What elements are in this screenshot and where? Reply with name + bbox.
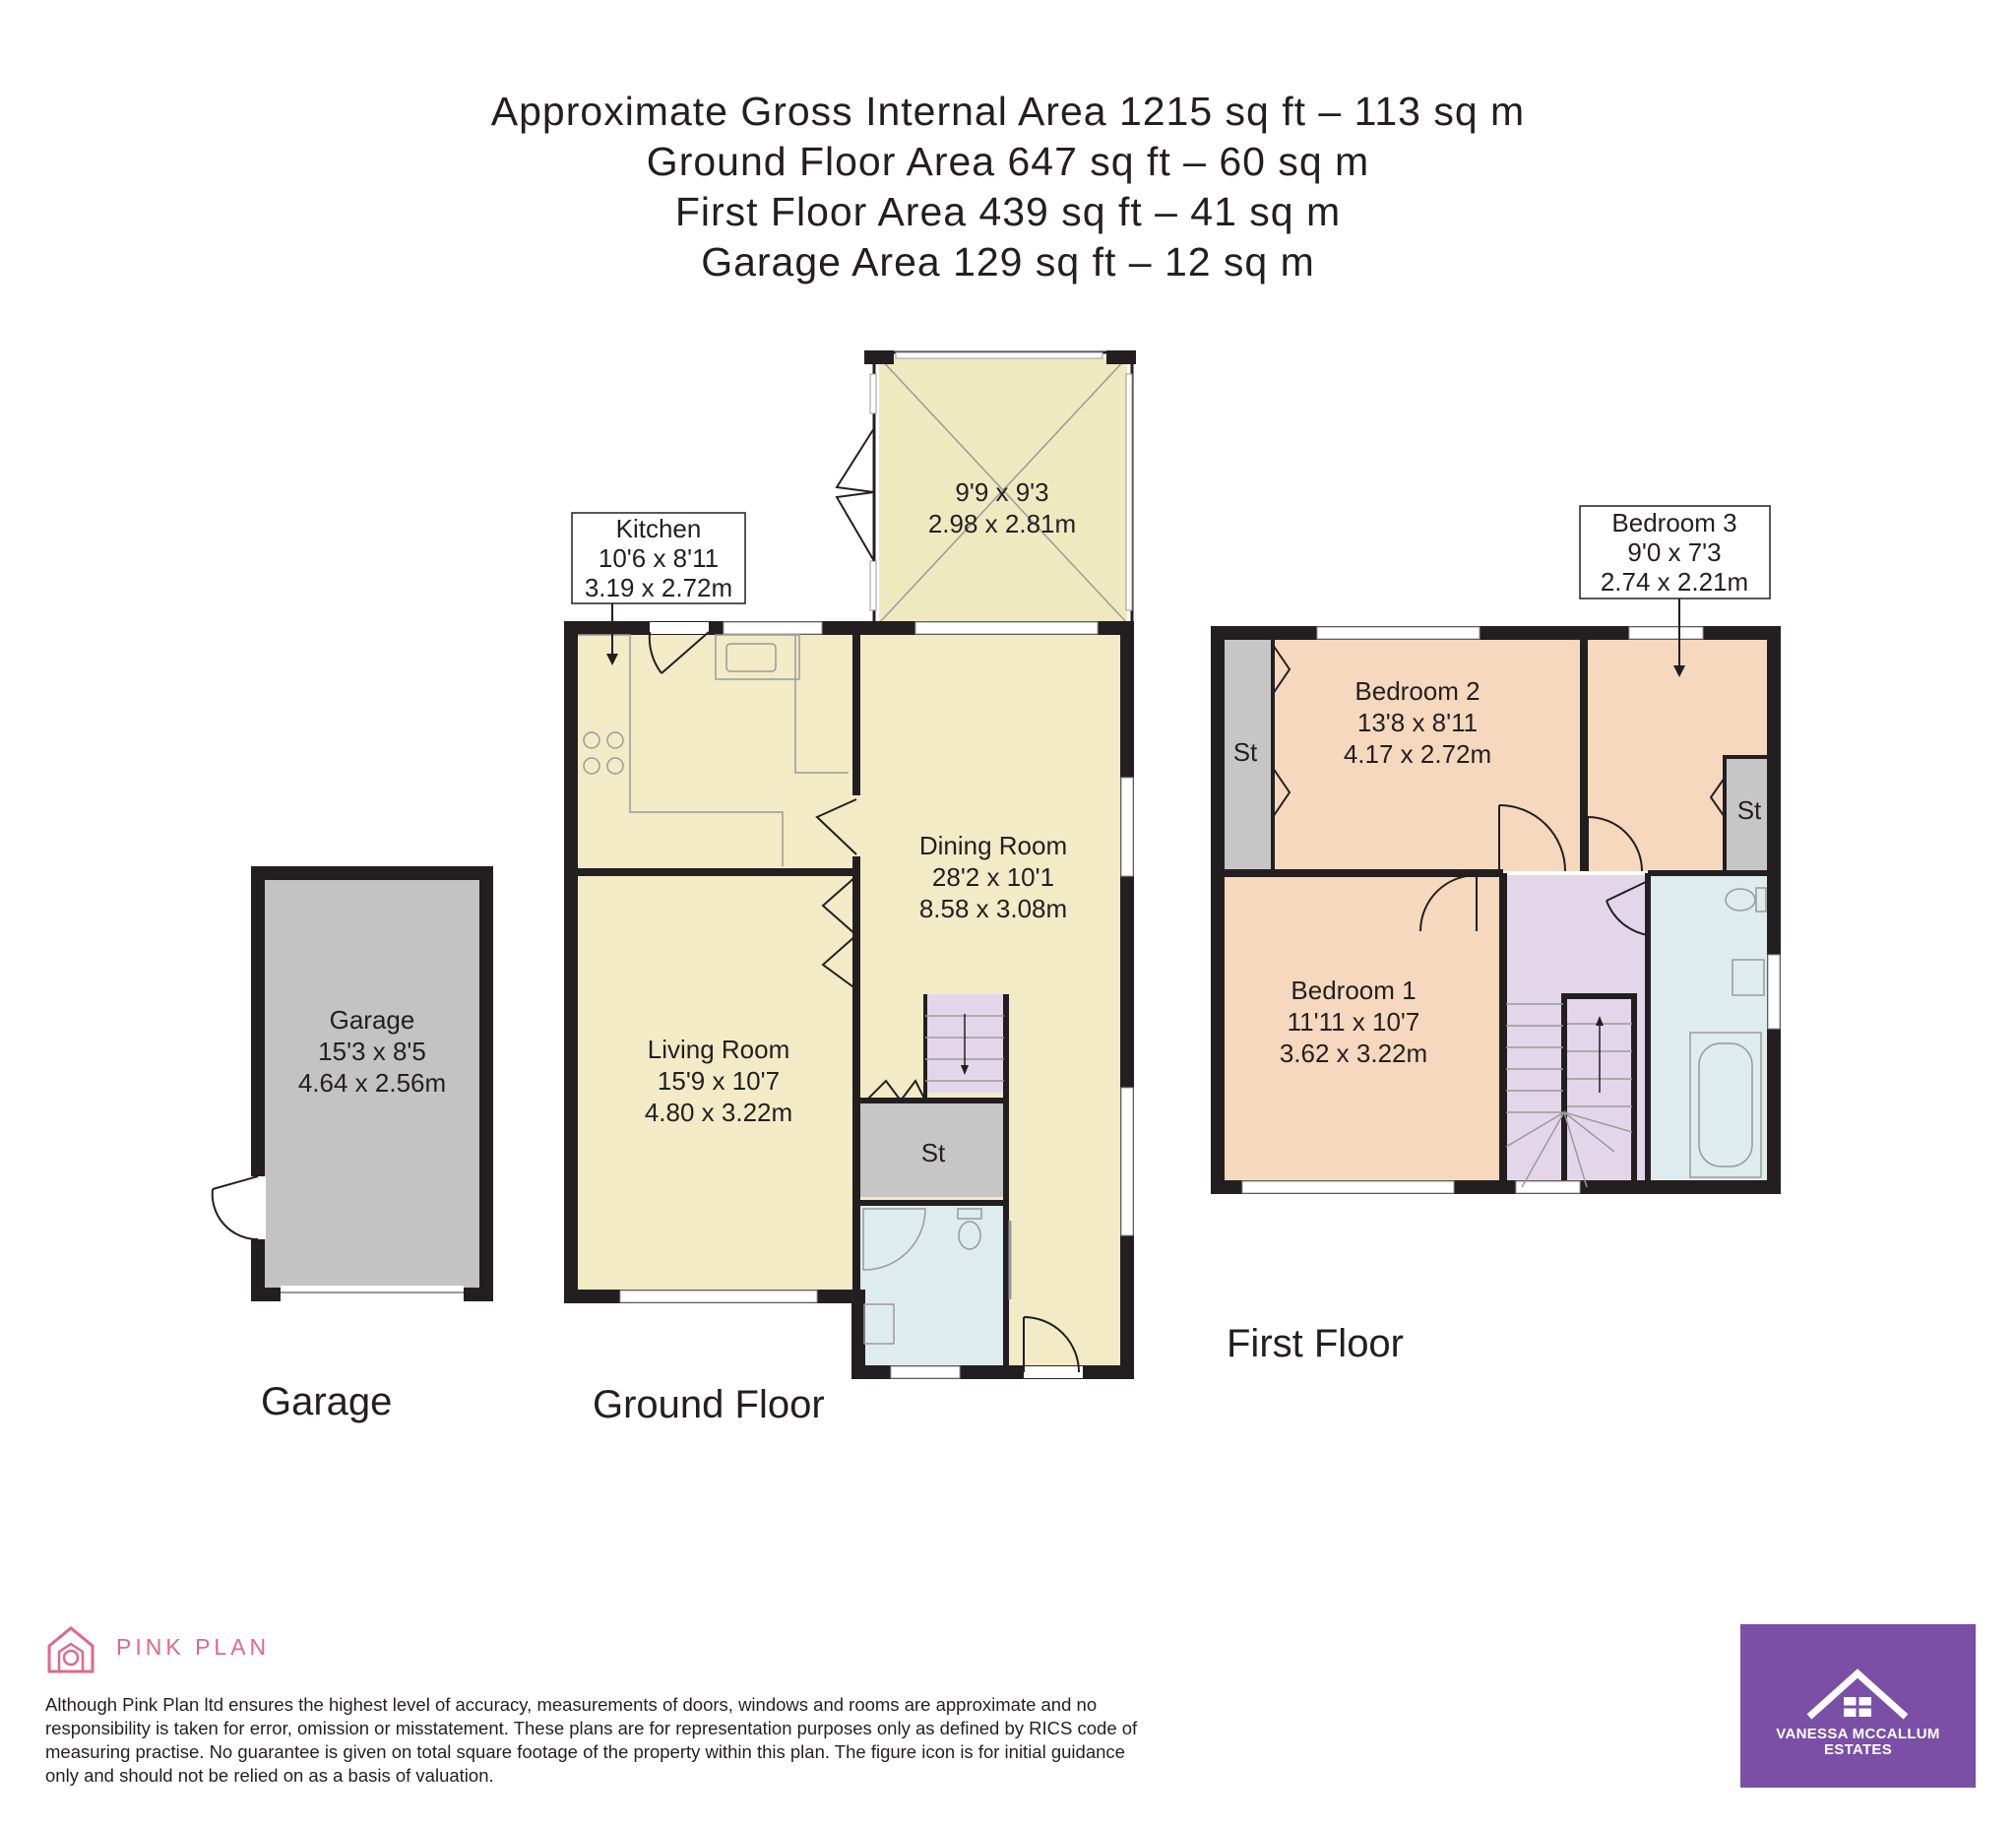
living-room-imperial: 15'9 x 10'7 bbox=[657, 1066, 781, 1096]
total-area-text: Approximate Gross Internal Area 1215 sq ft – 113 sq m bbox=[490, 89, 1526, 134]
stair-floor bbox=[925, 994, 1006, 1093]
pink-plan-brand bbox=[45, 1624, 360, 1673]
dining-room-metric: 8.58 x 3.08m bbox=[918, 894, 1068, 923]
garage-imperial: 15'3 x 8'5 bbox=[318, 1037, 426, 1066]
conservatory-metric: 2.98 x 2.81m bbox=[927, 509, 1077, 538]
ground-floor-area-text: Ground Floor Area 647 sq ft – 60 sq m bbox=[646, 139, 1370, 184]
landing-floor bbox=[1503, 875, 1648, 1187]
bathroom-floor bbox=[1648, 875, 1774, 1187]
pink-plan-house-icon bbox=[45, 1624, 96, 1675]
agent-logo bbox=[1740, 1624, 1976, 1788]
kitchen-name: Kitchen bbox=[615, 514, 702, 543]
ground-floor-label: Ground Floor bbox=[593, 1383, 825, 1426]
ground-floor-plan bbox=[571, 350, 1136, 1378]
kitchen-imperial: 10'6 x 8'11 bbox=[598, 543, 720, 573]
first-floor-label: First Floor bbox=[1227, 1322, 1404, 1365]
first-floor-plan bbox=[1218, 506, 1780, 1193]
kitchen-metric: 3.19 x 2.72m bbox=[584, 573, 733, 602]
disclaimer-text: Although Pink Plan ltd ensures the highest level of accuracy, measurements of doors, windows and rooms are approximate and no responsibility is taken for error, omission or misstatement. These plans are for representation purposes only as defined by RICS code of measuring practise. No guarantee is given on total square footage of the property within this plan. The figure icon is for initial guidance only and should not be relied on as a basis of valuation. bbox=[45, 1694, 1138, 1786]
bedroom-1-imperial: 11'11 x 10'7 bbox=[1287, 1007, 1420, 1037]
agent-logo-line-1: VANESSA MCCALLUM bbox=[1776, 1726, 1940, 1742]
dining-room-imperial: 28'2 x 10'1 bbox=[931, 862, 1055, 892]
bedroom-1-window bbox=[1242, 1181, 1454, 1193]
kitchen-window bbox=[724, 622, 822, 634]
dining-room-window bbox=[1121, 778, 1133, 876]
shower-room-floor bbox=[858, 1203, 1006, 1372]
conservatory-window bbox=[870, 561, 876, 610]
patio-door-opening bbox=[915, 622, 1098, 634]
agent-logo-text bbox=[1740, 1727, 1976, 1758]
ground-store-label: St bbox=[920, 1138, 946, 1167]
conservatory-window bbox=[896, 352, 1102, 358]
kitchen-dining-opening bbox=[850, 795, 862, 856]
garage-name: Garage bbox=[329, 1005, 415, 1035]
agent-logo-line-2: ESTATES bbox=[1823, 1741, 1893, 1758]
pink-plan-wordmark: PINK PLAN bbox=[116, 1634, 271, 1660]
wall-pier bbox=[1106, 350, 1136, 364]
garage-plan bbox=[213, 873, 486, 1301]
living-room-window bbox=[620, 1291, 817, 1302]
bedroom-2-window bbox=[1317, 627, 1480, 639]
garage-floor-label: Garage bbox=[261, 1380, 393, 1423]
kitchen-back-door-opening bbox=[650, 622, 709, 634]
bed3-store-label: St bbox=[1736, 795, 1762, 825]
bedroom-2-imperial: 13'8 x 8'11 bbox=[1356, 708, 1479, 737]
bedroom-2-metric: 4.17 x 2.72m bbox=[1343, 739, 1492, 769]
conservatory-french-door bbox=[837, 428, 874, 561]
conservatory-window bbox=[870, 374, 876, 413]
dining-room-window bbox=[1121, 1088, 1133, 1235]
garage-side-door-opening bbox=[250, 1176, 266, 1239]
wall-pier bbox=[864, 350, 894, 364]
shower-room-window bbox=[891, 1366, 960, 1378]
landing-window bbox=[1516, 1181, 1580, 1193]
agent-roof-icon bbox=[1740, 1624, 1976, 1788]
dining-room-name: Dining Room bbox=[918, 831, 1068, 860]
bed2-store-label: St bbox=[1232, 737, 1258, 767]
bedroom-2-name: Bedroom 2 bbox=[1354, 676, 1480, 706]
bedroom-1-metric: 3.62 x 3.22m bbox=[1279, 1039, 1428, 1068]
bedroom-3-window bbox=[1629, 627, 1703, 639]
conservatory-window bbox=[1126, 374, 1132, 610]
bedroom-1-name: Bedroom 1 bbox=[1291, 976, 1417, 1005]
first-floor-area-text: First Floor Area 439 sq ft – 41 sq m bbox=[674, 189, 1342, 234]
conservatory-imperial: 9'9 x 9'3 bbox=[955, 477, 1049, 507]
garage-area-text: Garage Area 129 sq ft – 12 sq m bbox=[701, 239, 1315, 284]
garage-metric: 4.64 x 2.56m bbox=[297, 1068, 447, 1098]
kitchen-floor bbox=[571, 628, 856, 872]
bedroom-3-metric: 2.74 x 2.21m bbox=[1600, 567, 1749, 597]
bedroom-3-name: Bedroom 3 bbox=[1611, 508, 1737, 537]
bathroom-window bbox=[1768, 955, 1780, 1029]
living-room-metric: 4.80 x 3.22m bbox=[644, 1098, 793, 1127]
bedroom-3-imperial: 9'0 x 7'3 bbox=[1627, 537, 1722, 567]
living-room-name: Living Room bbox=[647, 1035, 790, 1064]
front-door-opening bbox=[1024, 1366, 1083, 1378]
